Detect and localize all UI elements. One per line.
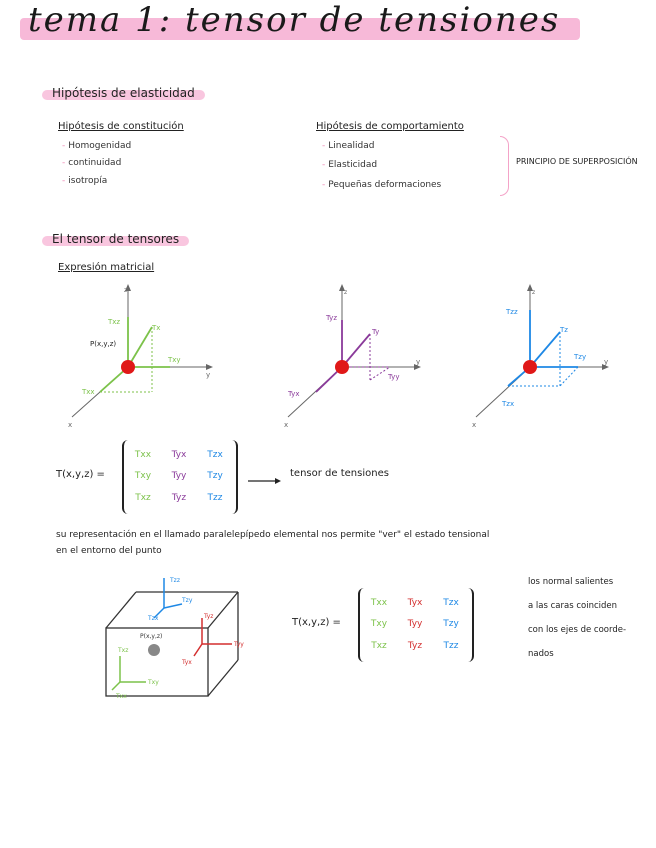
axis-label-x: x [284,421,289,429]
matrix-cell: Txz [135,493,151,503]
stress-label: Txz [108,318,121,326]
list-item: - isotropía [62,176,108,186]
page-title: tema 1: tensor de tensiones [28,0,560,40]
list-item: - Pequeñas deformaciones [322,180,442,190]
list-item: - Homogenidad [62,141,132,151]
point-label: P(x,y,z) [140,633,163,640]
axis-label-y: y [206,371,211,379]
stress-label: Tyx [182,659,192,666]
stress-label: Txx [116,693,127,700]
section-heading-tensor: El tensor de tensores [52,232,179,246]
matrix-cell: Txx [134,450,152,460]
stress-label: Tzz [506,308,518,316]
axis-label-y: y [604,358,609,366]
stress-label: Txy [168,356,181,364]
diagram-y-face [278,282,438,432]
matrix-cell: Txy [370,619,388,629]
tensor-label: tensor de tensiones [290,468,389,479]
side-note: los normal salientes a las caras coinciden con los ejes de coorde- nados [528,577,627,659]
matrix-cell: Txx [370,598,388,608]
point-label: P(x,y,z) [90,340,117,348]
stress-label: Tyz [326,314,338,322]
matrix-cell: Tzy [443,619,459,629]
stress-label: Tz [560,326,568,334]
stress-label: Tyz [204,613,214,620]
axis-label-x: x [472,421,477,429]
axis-label-z: z [124,287,128,294]
axis-label-y: y [416,358,421,366]
constitution-heading: Hipótesis de constitución [58,121,184,132]
stress-matrix [358,588,474,662]
diagram-z-face [466,282,626,432]
stress-label: Txz [118,647,129,654]
matrix-cell: Tyz [407,641,423,651]
matrix-cell: Tzx [207,450,223,460]
matrix-lhs: T(x,y,z) = [56,469,105,480]
axis-label-z: z [532,289,536,296]
matrix-cell: Tzx [443,598,459,608]
paragraph-line: en el entorno del punto [56,546,162,556]
matrix-cell: Tzz [207,493,223,503]
stress-label: Tx [152,324,161,332]
stress-label: Tyy [388,373,400,381]
list-item: - continuidad [62,158,122,168]
matrix-lhs: T(x,y,z) = [292,617,341,628]
matrix-cell: Txy [134,471,152,481]
stress-label: Tyy [234,641,244,648]
stress-label: Txy [148,679,159,686]
elemental-cube [96,572,266,702]
stress-label: Tzy [182,597,193,604]
list-item: - Linealidad [322,141,375,151]
stress-label: Tyx [288,390,300,398]
matrix-cell: Tyy [171,471,187,481]
stress-label: Ty [372,328,380,336]
behaviour-heading: Hipótesis de comportamiento [316,121,464,132]
paragraph-line: su representación en el llamado paralelepípedo elemental nos permite "ver" el estado tensional [56,530,490,540]
stress-label: Tzz [170,577,180,584]
axis-label-z: z [344,289,348,296]
stress-label: Tzy [574,353,587,361]
stress-label: Tzx [502,400,515,408]
matrix-cell: Tyx [407,598,423,608]
stress-label: Txx [82,388,95,396]
point-marker [148,644,160,656]
stress-matrix [122,440,238,514]
matrix-cell: Tyx [171,450,187,460]
section-heading-elasticity: Hipótesis de elasticidad [52,86,195,100]
axis-label-x: x [68,421,73,429]
principle-label: PRINCIPIO DE SUPERPOSICIÓN [516,157,638,166]
diagram-x-face [60,282,230,432]
matrix-cell: Tzz [443,641,459,651]
list-item: - Elasticidad [322,160,378,170]
brace [500,136,509,196]
point-marker [335,360,349,374]
point-marker [523,360,537,374]
arrow-icon [248,476,282,486]
point-marker [121,360,135,374]
matrix-cell: Txz [371,641,387,651]
matrix-cell: Tyy [407,619,423,629]
matrix-expression-heading: Expresión matricial [58,262,155,273]
matrix-cell: Tyz [171,493,187,503]
stress-label: Tzx [148,615,159,622]
matrix-cell: Tzy [207,471,223,481]
